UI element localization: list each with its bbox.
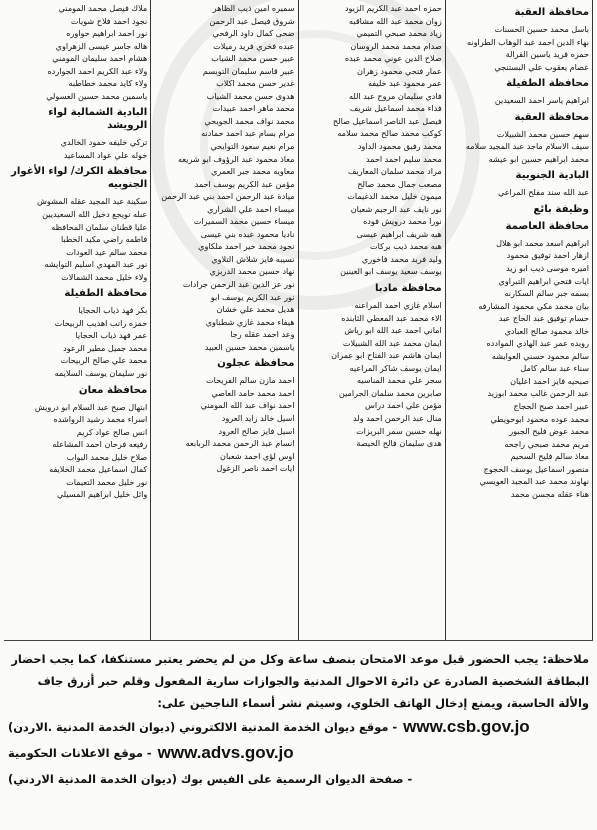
candidate-name: احمد نواف عبد الله المومني bbox=[200, 400, 295, 411]
candidate-name: هديل محمد علي خشان bbox=[216, 304, 295, 315]
candidate-name: حمزه راتب اهديب الربيحات bbox=[54, 317, 148, 328]
candidate-name: نجود احمد فلاح شويات bbox=[70, 15, 148, 26]
candidate-name: حمزه فريد ياسين القرالة bbox=[505, 49, 589, 60]
candidate-name: بكر فهد ذياب الحجايا bbox=[78, 305, 148, 316]
candidate-name: غدير حسن محمد اكلاب bbox=[216, 78, 295, 89]
candidate-name: كمال اسماعيل محمد الخلايفه bbox=[49, 464, 148, 475]
candidate-name: هيفاء محمد غازي شطناوي bbox=[205, 316, 295, 327]
candidate-name: ميادة عبد الرحمن احمد بني عبد الرحمن bbox=[161, 191, 295, 202]
candidate-name: سهم حسين محمد الشبيلات bbox=[496, 128, 589, 139]
candidate-name: سناء عبد سالم كامل bbox=[520, 363, 589, 374]
candidate-name: مرام نعيم سعود التوايحي bbox=[210, 141, 295, 152]
candidate-name: عبله نويجع دخيل الله السعيديين bbox=[42, 209, 148, 220]
candidate-name: باسل محمد حسين الحسنات bbox=[494, 24, 589, 34]
candidate-name: مؤمن علي احمد دراس bbox=[364, 400, 442, 411]
candidate-name: اميره موسى ذيب ابو زيد bbox=[506, 263, 589, 274]
csb-website-label: - موقع ديوان الخدمة المدنية الالكتروني (ديوان الخدمة المدنية .الاردن) bbox=[8, 720, 398, 734]
candidate-name: شروق فيصل عبد الرحمن bbox=[209, 15, 295, 26]
candidate-name: محمد جميل مطير الرعود bbox=[63, 342, 148, 353]
facebook-page-line bbox=[8, 766, 589, 792]
candidate-name: مراد محمد سلمان المعاريف bbox=[348, 166, 442, 177]
candidate-name: بهاء الدين احمد عبد الوهاب الطراونه bbox=[466, 36, 589, 47]
names-table bbox=[4, 0, 593, 641]
candidate-name: نور عبد المهدي اسليم التوايشه bbox=[44, 259, 148, 270]
candidate-name: اسيل فايز صالح العرود bbox=[218, 425, 295, 436]
candidate-name: عليا قطنان سلمان المحافظه bbox=[51, 221, 148, 232]
candidate-name: ياسمين محمد حسين العسولي bbox=[46, 90, 148, 101]
names-column bbox=[445, 0, 593, 640]
candidate-name: حسام توفيق عبد الحاج عبد bbox=[498, 313, 589, 324]
candidate-name: احمد محمد حامد العاصي bbox=[211, 387, 295, 398]
candidate-name: محمد عوده محمود ابوحويطي bbox=[490, 413, 589, 424]
region-heading: محافظة الطفيلة bbox=[506, 78, 589, 90]
candidate-name: مصعب جمال محمد صالح bbox=[357, 178, 442, 189]
candidate-name: عبير قاسم سليمان التويسم bbox=[202, 65, 295, 76]
candidate-name: بسمه جبر سالم السكارنه bbox=[504, 288, 589, 299]
candidate-name: انسام عبد الرحمن محمد الربابعه bbox=[185, 438, 295, 449]
candidate-name: صبحيه فايز احمد اعليان bbox=[510, 375, 589, 386]
candidate-name: هشام احمد سليمان المومني bbox=[52, 53, 148, 64]
region-heading: محافظة الطفيلة bbox=[64, 288, 148, 300]
advs-website-line bbox=[8, 740, 589, 766]
region-heading: محافظة العقبة bbox=[514, 111, 589, 123]
advs-website-link[interactable]: www.advs.gov.jo bbox=[157, 743, 294, 762]
candidate-name: وليد فريد محمد فاخوري bbox=[361, 253, 442, 264]
names-column bbox=[4, 0, 150, 640]
candidate-name: صلاح الدين عوني محمد عبده bbox=[344, 53, 442, 64]
candidate-name: هدى سليمان فالح الحيصة bbox=[356, 438, 442, 449]
candidate-name: نورا محمد درويش فوده bbox=[363, 216, 442, 227]
region-heading: محافظة عجلون bbox=[217, 358, 295, 370]
candidate-name: مريم محمد صبحي راجحه bbox=[504, 438, 589, 449]
candidate-name: محمد ماهر احمد عبيدات bbox=[212, 103, 295, 114]
advs-website-label: - موقع الاعلانات الحكومية bbox=[8, 746, 152, 760]
candidate-name: عبير احمد صبح الحجاج bbox=[513, 401, 589, 412]
candidate-name: نهله حسين سمر البريزات bbox=[356, 425, 442, 436]
candidate-name: ايات فتحي ابراهيم التبراوي bbox=[498, 275, 589, 286]
candidate-name: ميمون خليل محمد الدغيمات bbox=[347, 191, 442, 202]
candidate-name: ملاك فيصل محمد المومني bbox=[58, 3, 148, 13]
region-heading: وظيفة بائع bbox=[533, 203, 589, 215]
csb-website-link[interactable]: www.csb.gov.jo bbox=[403, 717, 530, 736]
candidate-name: عمر فهد ذياب الحجايا bbox=[75, 330, 148, 341]
region-heading: البادية الشمالية لواء الرويشد bbox=[48, 107, 148, 132]
candidate-name: وائل خليل ابراهيم المسيلي bbox=[56, 489, 148, 500]
candidate-name: مؤمن عبد الكريم يوسف احمد bbox=[194, 178, 295, 189]
candidate-name: نهاد حسين محمد الدربزي bbox=[209, 266, 295, 277]
csb-website-line bbox=[8, 714, 589, 740]
candidate-name: خالد محمود صالح العبادي bbox=[504, 325, 589, 336]
candidate-name: احمد مازن سالم الفريحات bbox=[206, 375, 295, 386]
candidate-name: ياسمين محمد حسين العبيد bbox=[204, 341, 295, 352]
candidate-name: سميره امين ذيب الظاهر bbox=[212, 3, 295, 13]
candidate-name: معاذ سالم فليح السحيم bbox=[510, 451, 589, 462]
region-heading: محافظة مادبا bbox=[374, 283, 442, 295]
candidate-name: هاله جاسر عيسى الزهراوي bbox=[55, 40, 148, 51]
candidate-name: مرام بسام عبد احمد حمادنه bbox=[201, 128, 295, 139]
candidate-name: نور عز الدين عبد الرحمن جرادات bbox=[182, 279, 295, 290]
candidate-name: فاطمه راضي مكيد الخطبا bbox=[60, 234, 148, 245]
candidate-name: اسلام غازي احمد المراعنه bbox=[354, 300, 442, 311]
candidate-name: بيان محمد مكي محمود المشارفه bbox=[478, 300, 589, 311]
candidate-name: نور احمد ابراهيم حواوره bbox=[66, 28, 148, 39]
candidate-name: منال عبد الرحمن احمد ولد bbox=[352, 412, 442, 423]
candidate-name: صابرين محمد سلمان الجرامين bbox=[338, 387, 442, 398]
region-heading: محافظة معان bbox=[78, 384, 148, 396]
candidate-name: انس صالح عواد كريم bbox=[76, 426, 148, 437]
candidate-name: صلاح خليل محمد البواب bbox=[66, 451, 148, 462]
candidate-name: نور خليل محمد التعيمات bbox=[66, 476, 148, 487]
candidate-name: محمد عوض فليح الجبور bbox=[509, 426, 589, 437]
names-column bbox=[150, 0, 297, 640]
candidate-name: اماني احمد عبد الله ابو رياش bbox=[344, 325, 442, 336]
candidate-name: نور نايف عبد الرحيم شعبان bbox=[350, 203, 442, 214]
candidate-name: عبد الله سند مفلح المراعي bbox=[497, 187, 589, 198]
candidate-name: معاويه محمد جبر العمري bbox=[211, 166, 295, 177]
candidate-name: ابتهال صبح عبد السلام ابو درويش bbox=[34, 401, 148, 412]
candidate-name: هناء عقله محسن محمد bbox=[510, 488, 589, 499]
candidate-name: كوكب محمد صالح محمد سلامه bbox=[337, 128, 442, 139]
candidate-name: نور عبد الكريم يوسف ابو bbox=[210, 291, 295, 302]
candidate-name: عبده فخري فريد رميلات bbox=[213, 40, 295, 51]
candidate-name: ولاء كايد محمد خطاطبه bbox=[68, 78, 148, 89]
candidate-name: ايمان محمد عبد الله الشبيلات bbox=[342, 337, 442, 348]
candidate-name: يوسف سعيد يوسف ابو العينين bbox=[340, 266, 442, 277]
candidate-name: زوان محمد عبد الله مشاقبه bbox=[349, 15, 442, 26]
candidate-name: فداء محمد اسماعيل شريف bbox=[349, 103, 442, 114]
candidate-name: رفيعه فرحان احمد المشاعله bbox=[52, 439, 148, 450]
candidate-name: حمزه احمد عبد الكريم الزيود bbox=[344, 3, 442, 13]
candidate-name: هبه محمد ذيب بركات bbox=[370, 241, 442, 252]
candidate-name: محمد سليم احمد احمد bbox=[365, 153, 442, 164]
candidate-name: محمد ابراهيم حسين ابو عيشه bbox=[488, 153, 589, 164]
candidate-name: اوس لؤي احمد شعبان bbox=[220, 450, 295, 461]
names-column bbox=[298, 0, 445, 640]
candidate-name: ايمان يوسف شاكر المراعيه bbox=[349, 362, 442, 373]
candidate-name: نجود محمد خير احمد ملكاوي bbox=[198, 241, 295, 252]
candidate-name: عبير حسن محمد الشياب bbox=[211, 53, 295, 64]
candidate-name: محمد سالم عيد العودات bbox=[66, 246, 148, 257]
notice-text: ملاحظة: يجب الحضور قبل موعد الامتحان بنصف ساعة وكل من لم يحضر يعتبر مستنكفا، كما يجب احضار البطاقة الشخصية الصادرة عن دائرة الاحوال المدنية والجوازات سارية المفعول وقلم حبر أزرق جاف والألة الحاسبة، ويمنع إدخال الهاتف الخلوي، وسيتم نشر أسماء الناجحين على: bbox=[11, 652, 589, 710]
candidate-name: زياد محمد صبحي التميمي bbox=[356, 28, 442, 39]
candidate-name: رويده عمر عبد الهادي الموادده bbox=[486, 338, 589, 349]
candidate-name: محمد علي صالح الربيحات bbox=[60, 355, 148, 366]
candidate-name: الاء محمد عبد المعطي الثابنده bbox=[341, 312, 442, 323]
candidate-name: محمد رفيق محمود الداود bbox=[357, 141, 442, 152]
candidate-name: صدام محمد محمد الروسان bbox=[350, 40, 442, 51]
candidate-name: سجر علي محمد المناسيه bbox=[356, 375, 442, 386]
candidate-name: تركي خليفه حمود الخالدي bbox=[60, 137, 148, 148]
candidate-name: معاذ محمود عبد الرؤوف ابو شريعه bbox=[177, 153, 295, 164]
candidate-name: عمار فتحي محمود زهران bbox=[357, 65, 442, 76]
candidate-name: خوله علي عواد المساعيد bbox=[63, 149, 148, 160]
candidate-name: محمد نواف محمد الجويحي bbox=[204, 115, 295, 126]
candidate-name: فادي سليمان مروح عبد الله bbox=[349, 90, 442, 101]
candidate-name: ولاء خليل محمد الشمالات bbox=[61, 271, 148, 282]
candidate-name: نور سليمان يوسف السلايمه bbox=[54, 368, 148, 379]
candidate-name: نسيبه فايز شلاش التلاوي bbox=[211, 253, 295, 264]
candidate-name: سالم محمود حسني العوايشه bbox=[491, 350, 589, 361]
candidate-name: ميساء احمد علي الشراري bbox=[207, 203, 295, 214]
candidate-name: ايات احمد ناصر الزغول bbox=[216, 463, 295, 474]
candidate-name: فيصل عبد الناصر اسماعيل صالح bbox=[332, 115, 442, 126]
candidate-name: وعد احمد عقله رجا bbox=[230, 329, 295, 340]
candidate-name: سكينة عبد المجيد عقله المشوش bbox=[37, 196, 148, 207]
region-heading: البادية الجنوبية bbox=[515, 170, 589, 182]
candidate-name: ميساء حسين محمد السميرات bbox=[193, 216, 295, 227]
candidate-name: منصور اسماعيل يوسف الحجوج bbox=[483, 463, 589, 474]
candidate-name: ابراهيم ياسر احمد السعيدين bbox=[494, 95, 589, 106]
notes-section bbox=[8, 648, 589, 792]
candidate-name: اسيل خالد زايد العرود bbox=[221, 412, 295, 423]
region-heading: محافظة الكرك/ لواء الأغوار الجنوبيه bbox=[11, 166, 148, 191]
candidate-name: عبد الرحمن غالب محمد ابوزيد bbox=[487, 388, 589, 399]
candidate-name: ولاء عبد الكريم احمد الجوارده bbox=[47, 65, 148, 76]
candidate-name: نهاوند محمد عبد المجيد العويسي bbox=[479, 476, 589, 487]
candidate-name: ابراهيم اسعد محمد ابو هلال bbox=[496, 237, 589, 248]
candidate-name: هدوى حسن محمد الشياب bbox=[206, 90, 295, 101]
candidate-name: هبه شريف ابراهيم عيسى bbox=[356, 228, 442, 239]
candidate-name: عمر محمود عبد خليفه bbox=[367, 78, 442, 89]
candidate-name: سيف الاسلام ماجد عبد المجيد سلامه bbox=[465, 141, 589, 152]
region-heading: محافظة العقبة bbox=[514, 7, 589, 18]
candidate-name: ناديا محمود عبده بني عيسى bbox=[200, 228, 295, 239]
candidate-name: ضحى كمال داود الرفحي bbox=[212, 28, 295, 39]
candidate-name: عصام يعقوب علي البستنجي bbox=[494, 61, 589, 72]
facebook-page-label[interactable]: - صفحة الديوان الرسمية على الفيس بوك (ديوان الخدمة المدنية الاردني) bbox=[8, 772, 413, 786]
region-heading: محافظة العاصمة bbox=[505, 220, 589, 232]
candidate-name: اسراء محمد رشيد الرواشده bbox=[53, 414, 148, 425]
candidate-name: ايمان هاشم عبد الفتاح ابو عمران bbox=[331, 350, 442, 361]
candidate-name: ازهار احمد توفيق محمود bbox=[506, 250, 589, 261]
